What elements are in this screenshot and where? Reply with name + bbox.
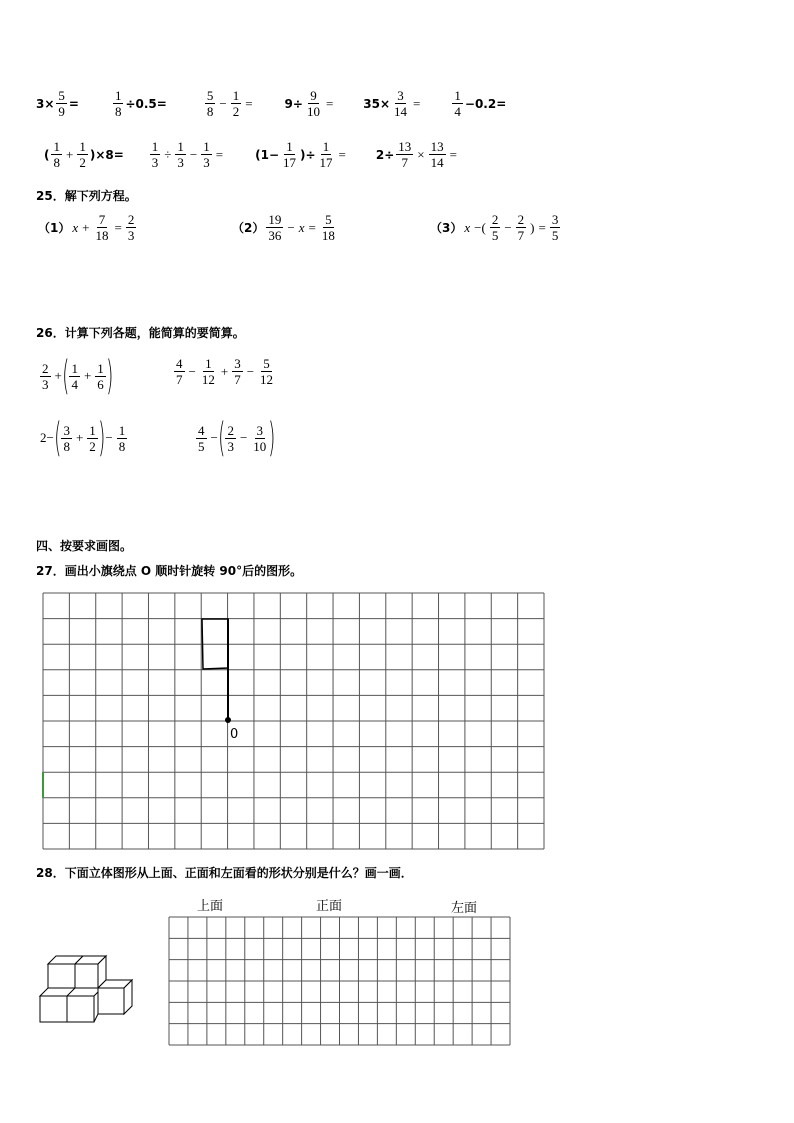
fraction: $\frac{1}{3}$	[203, 139, 210, 170]
calc-row-1: 3× $\frac{5}{9}$ = $\frac{1}{8}$ ÷0.5= $\frac{5}{8}$ − $\frac{1}{2}$ = 9÷ $\frac{9}{10}$ = 35× $\frac{3}{14}$ = $\frac{1}{4}$ −0.2=	[36, 88, 507, 119]
fraction: $\frac{2}{5}$	[491, 212, 499, 243]
rotation-grid	[42, 592, 546, 852]
fraction: $\frac{13}{7}$	[398, 139, 412, 170]
fraction: $\frac{19}{36}$	[268, 212, 282, 243]
fraction: $\frac{9}{10}$	[306, 88, 320, 119]
cube-stack-figure	[36, 950, 136, 1026]
fraction: $\frac{1}{17}$	[319, 139, 333, 170]
expression-b: $\frac{4}{7}$ − $\frac{1}{12}$ + $\frac{3}{7}$ − $\frac{5}{12}$	[176, 356, 274, 387]
q25-title: 25．解下列方程。	[36, 189, 137, 203]
equation-2: （2） $\frac{19}{36}$ − x = $\frac{5}{18}$	[232, 212, 335, 243]
fraction: $\frac{7}{18}$	[95, 212, 109, 243]
fraction: $\frac{1}{8}$	[114, 88, 122, 119]
fraction: $\frac{3}{14}$	[394, 88, 408, 119]
fraction: $\frac{2}{7}$	[517, 212, 525, 243]
fraction: $\frac{1}{4}$	[454, 88, 461, 119]
fraction: $\frac{13}{14}$	[430, 139, 444, 170]
equation-3: （3） x −( $\frac{2}{5}$ − $\frac{2}{7}$ ) = $\frac{3}{5}$	[430, 212, 559, 243]
label-front-view: 正面	[316, 899, 343, 914]
section-4-title: 四、按要求画图。	[36, 539, 133, 553]
fraction: $\frac{1}{8}$	[53, 139, 60, 170]
fraction: $\frac{1}{3}$	[151, 139, 159, 170]
q26-title: 26．计算下列各题，能简算的要简算。	[36, 326, 245, 340]
three-view-grid	[168, 916, 512, 1047]
fraction: $\frac{1}{2}$	[232, 88, 240, 119]
fraction: $\frac{5}{18}$	[321, 212, 335, 243]
expression-c: 2− ( $\frac{3}{8}$ + $\frac{1}{2}$ ) − $\frac{1}{8}$	[40, 415, 126, 461]
q27-title: 27．画出小旗绕点 O 顺时针旋转 90°后的图形。	[36, 564, 303, 578]
fraction: $\frac{5}{8}$	[206, 88, 214, 119]
point-label: 0	[230, 727, 239, 742]
fraction: $\frac{3}{5}$	[551, 212, 559, 243]
label-top-view: 上面	[197, 899, 224, 914]
fraction: $\frac{1}{3}$	[177, 139, 184, 170]
point-o	[225, 717, 231, 723]
fraction: $\frac{1}{2}$	[79, 139, 86, 170]
equation-1: （1） x + $\frac{7}{18}$ = $\frac{2}{3}$	[38, 212, 135, 243]
label-left-view: 左面	[451, 901, 478, 916]
calc-row-2: ( $\frac{1}{8}$ + $\frac{1}{2}$ )×8= $\frac{1}{3}$ ÷ $\frac{1}{3}$ − $\frac{1}{3}$ = (1− $\frac{1}{17}$ )÷ $\frac{1}{17}$ = 2÷ $\frac{13}{7}$ × $\frac{13}{14}$ =	[44, 139, 457, 170]
fraction: $\frac{5}{9}$	[58, 88, 65, 119]
expression-a: $\frac{2}{3}$ + ( $\frac{1}{4}$ + $\frac{1}{6}$ )	[42, 353, 114, 399]
fraction: $\frac{1}{17}$	[283, 139, 296, 170]
expression-d: $\frac{4}{5}$ − ( $\frac{2}{3}$ − $\frac{3}{10}$ )	[198, 415, 276, 461]
expr-text: 3×	[36, 96, 55, 111]
fraction: $\frac{2}{3}$	[127, 212, 135, 243]
q28-title: 28．下面立体图形从上面、正面和左面看的形状分别是什么？画一画．	[36, 866, 413, 880]
